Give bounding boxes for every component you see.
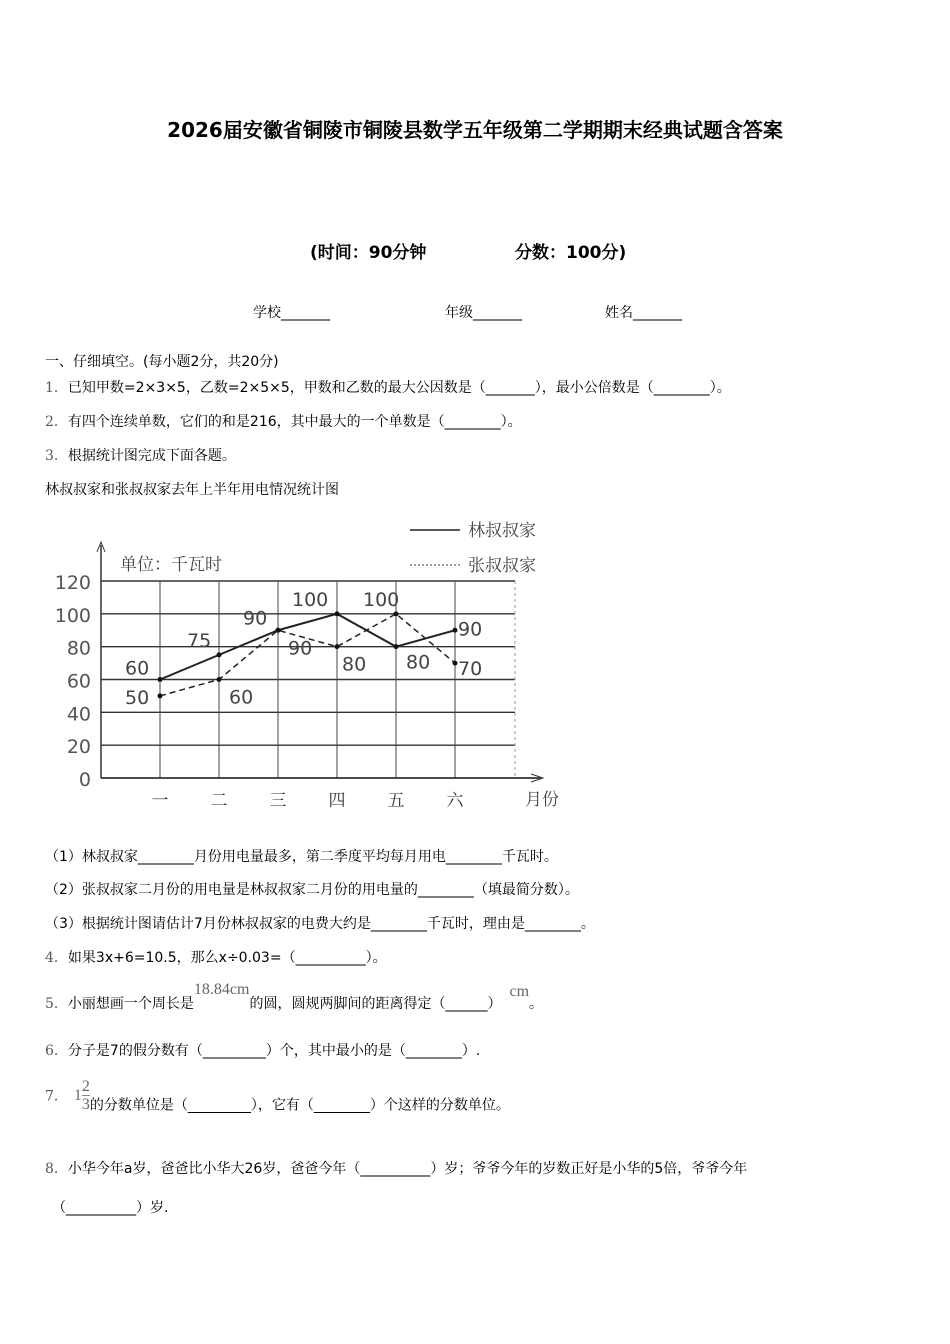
grade-field: 年级_______ bbox=[445, 305, 522, 321]
x-axis-label: 月份 bbox=[525, 790, 559, 810]
y-tick-label: 120 bbox=[54, 572, 91, 594]
page-title: 2026届安徽省铜陵市铜陵县数学五年级第二学期期末经典试题含答案 bbox=[167, 118, 783, 142]
question-4 bbox=[45, 947, 387, 967]
question-number: 6． bbox=[45, 1043, 68, 1059]
data-label: 90 bbox=[458, 618, 483, 641]
question-8 bbox=[45, 1158, 747, 1178]
question-1 bbox=[45, 377, 731, 397]
y-tick-label: 20 bbox=[66, 736, 91, 759]
question-number: 1． bbox=[45, 380, 68, 396]
question-number: 8． bbox=[45, 1161, 68, 1177]
question-5 bbox=[45, 981, 544, 1013]
data-label: 70 bbox=[458, 658, 483, 681]
question-8-cont: （__________）岁. bbox=[52, 1200, 169, 1216]
data-label: 80 bbox=[406, 651, 431, 674]
question-number: 7． bbox=[45, 1088, 68, 1105]
y-tick-label: 60 bbox=[66, 670, 91, 693]
question-7 bbox=[45, 1078, 510, 1115]
legend-lin: 林叔叔家 bbox=[468, 521, 536, 541]
data-point bbox=[453, 628, 458, 633]
legend-zhang: 张叔叔家 bbox=[468, 556, 536, 576]
data-point bbox=[158, 693, 163, 698]
question-text: 小华今年a岁，爸爸比小华大26岁，爸爸今年（__________）岁；爷爷今年的岁数正好是小华的5倍，爷爷今年 bbox=[67, 1161, 748, 1177]
question-3-3: （3）根据统计图请估计7月份林叔叔家的电费大约是________千瓦时，理由是________。 bbox=[45, 916, 595, 932]
question-text: 有四个连续单数，它们的和是216，其中最大的一个单数是（________）。 bbox=[67, 414, 522, 430]
fraction-denominator: 3 bbox=[81, 1096, 90, 1113]
question-number: 5． bbox=[45, 996, 68, 1012]
question-2 bbox=[45, 411, 522, 431]
line-chart bbox=[40, 510, 580, 820]
x-tick-label: 四 bbox=[328, 791, 346, 811]
data-label: 60 bbox=[125, 657, 150, 680]
question-3 bbox=[45, 445, 236, 465]
data-label: 100 bbox=[292, 588, 329, 611]
question-number: 3． bbox=[45, 448, 68, 464]
school-field: 学校_______ bbox=[253, 305, 330, 321]
question-6 bbox=[45, 1040, 480, 1060]
exam-score: 分数：100分) bbox=[515, 243, 627, 263]
data-point bbox=[453, 661, 458, 666]
data-point bbox=[276, 628, 281, 633]
data-label: 80 bbox=[342, 653, 367, 676]
exam-time: (时间：90分钟 bbox=[310, 243, 427, 263]
question-text: 分子是7的假分数有（_________）个，其中最小的是（________）. bbox=[67, 1043, 481, 1059]
section-heading: 一、仔细填空。(每小题2分，共20分) bbox=[45, 354, 279, 370]
question-text: 。 bbox=[529, 996, 544, 1012]
data-point bbox=[394, 644, 399, 649]
data-label: 75 bbox=[187, 629, 212, 652]
data-point bbox=[335, 644, 340, 649]
question-3-2: （2）张叔叔家二月份的用电量是林叔叔家二月份的用电量的________（填最简分数）。 bbox=[45, 882, 579, 898]
x-tick-label: 五 bbox=[387, 791, 405, 811]
y-tick-label: 0 bbox=[78, 769, 91, 791]
chart-unit-label: 单位：千瓦时 bbox=[120, 555, 222, 575]
y-tick-label: 40 bbox=[66, 703, 91, 726]
y-tick-label: 100 bbox=[54, 604, 91, 627]
question-3-1: （1）林叔叔家________月份用电量最多，第二季度平均每月用电________千瓦时。 bbox=[45, 849, 558, 865]
perimeter-value: 18.84cm bbox=[193, 981, 250, 998]
question-text: 的分数单位是（_________），它有（________）个这样的分数单位。 bbox=[89, 1097, 510, 1114]
chart-caption: 林叔叔家和张叔叔家去年上半年用电情况统计图 bbox=[45, 482, 339, 498]
unit-cm: cm bbox=[509, 983, 530, 1000]
fraction bbox=[82, 1078, 90, 1113]
data-label: 60 bbox=[229, 686, 254, 709]
x-tick-label: 二 bbox=[210, 791, 228, 811]
y-tick-label: 80 bbox=[66, 637, 91, 660]
question-number: 4． bbox=[45, 950, 68, 966]
x-tick-label: 一 bbox=[151, 791, 169, 811]
x-tick-label: 三 bbox=[269, 791, 287, 811]
data-label: 90 bbox=[243, 607, 268, 630]
data-point bbox=[394, 611, 399, 616]
question-text: 已知甲数=2×3×5，乙数=2×5×5，甲数和乙数的最大公因数是（_______），最小公倍数是（________）。 bbox=[67, 380, 731, 396]
data-point bbox=[158, 677, 163, 682]
data-label: 90 bbox=[288, 637, 313, 660]
question-number: 2． bbox=[45, 414, 68, 430]
data-label: 100 bbox=[363, 588, 400, 611]
data-label: 50 bbox=[125, 686, 150, 709]
fraction-numerator: 2 bbox=[81, 1078, 90, 1095]
data-point bbox=[217, 677, 222, 682]
question-text: 小丽想画一个周长是 bbox=[67, 996, 194, 1012]
x-tick-label: 六 bbox=[446, 791, 464, 811]
question-text: 根据统计图完成下面各题。 bbox=[67, 448, 236, 464]
data-point bbox=[335, 611, 340, 616]
data-point bbox=[217, 652, 222, 657]
name-field: 姓名_______ bbox=[605, 305, 682, 321]
mixed-number-whole: 1 bbox=[73, 1086, 82, 1104]
question-text: 如果3x+6=10.5，那么x÷0.03=（__________）。 bbox=[67, 950, 387, 966]
question-text: 的圆，圆规两脚间的距离得定（______） bbox=[249, 996, 502, 1012]
